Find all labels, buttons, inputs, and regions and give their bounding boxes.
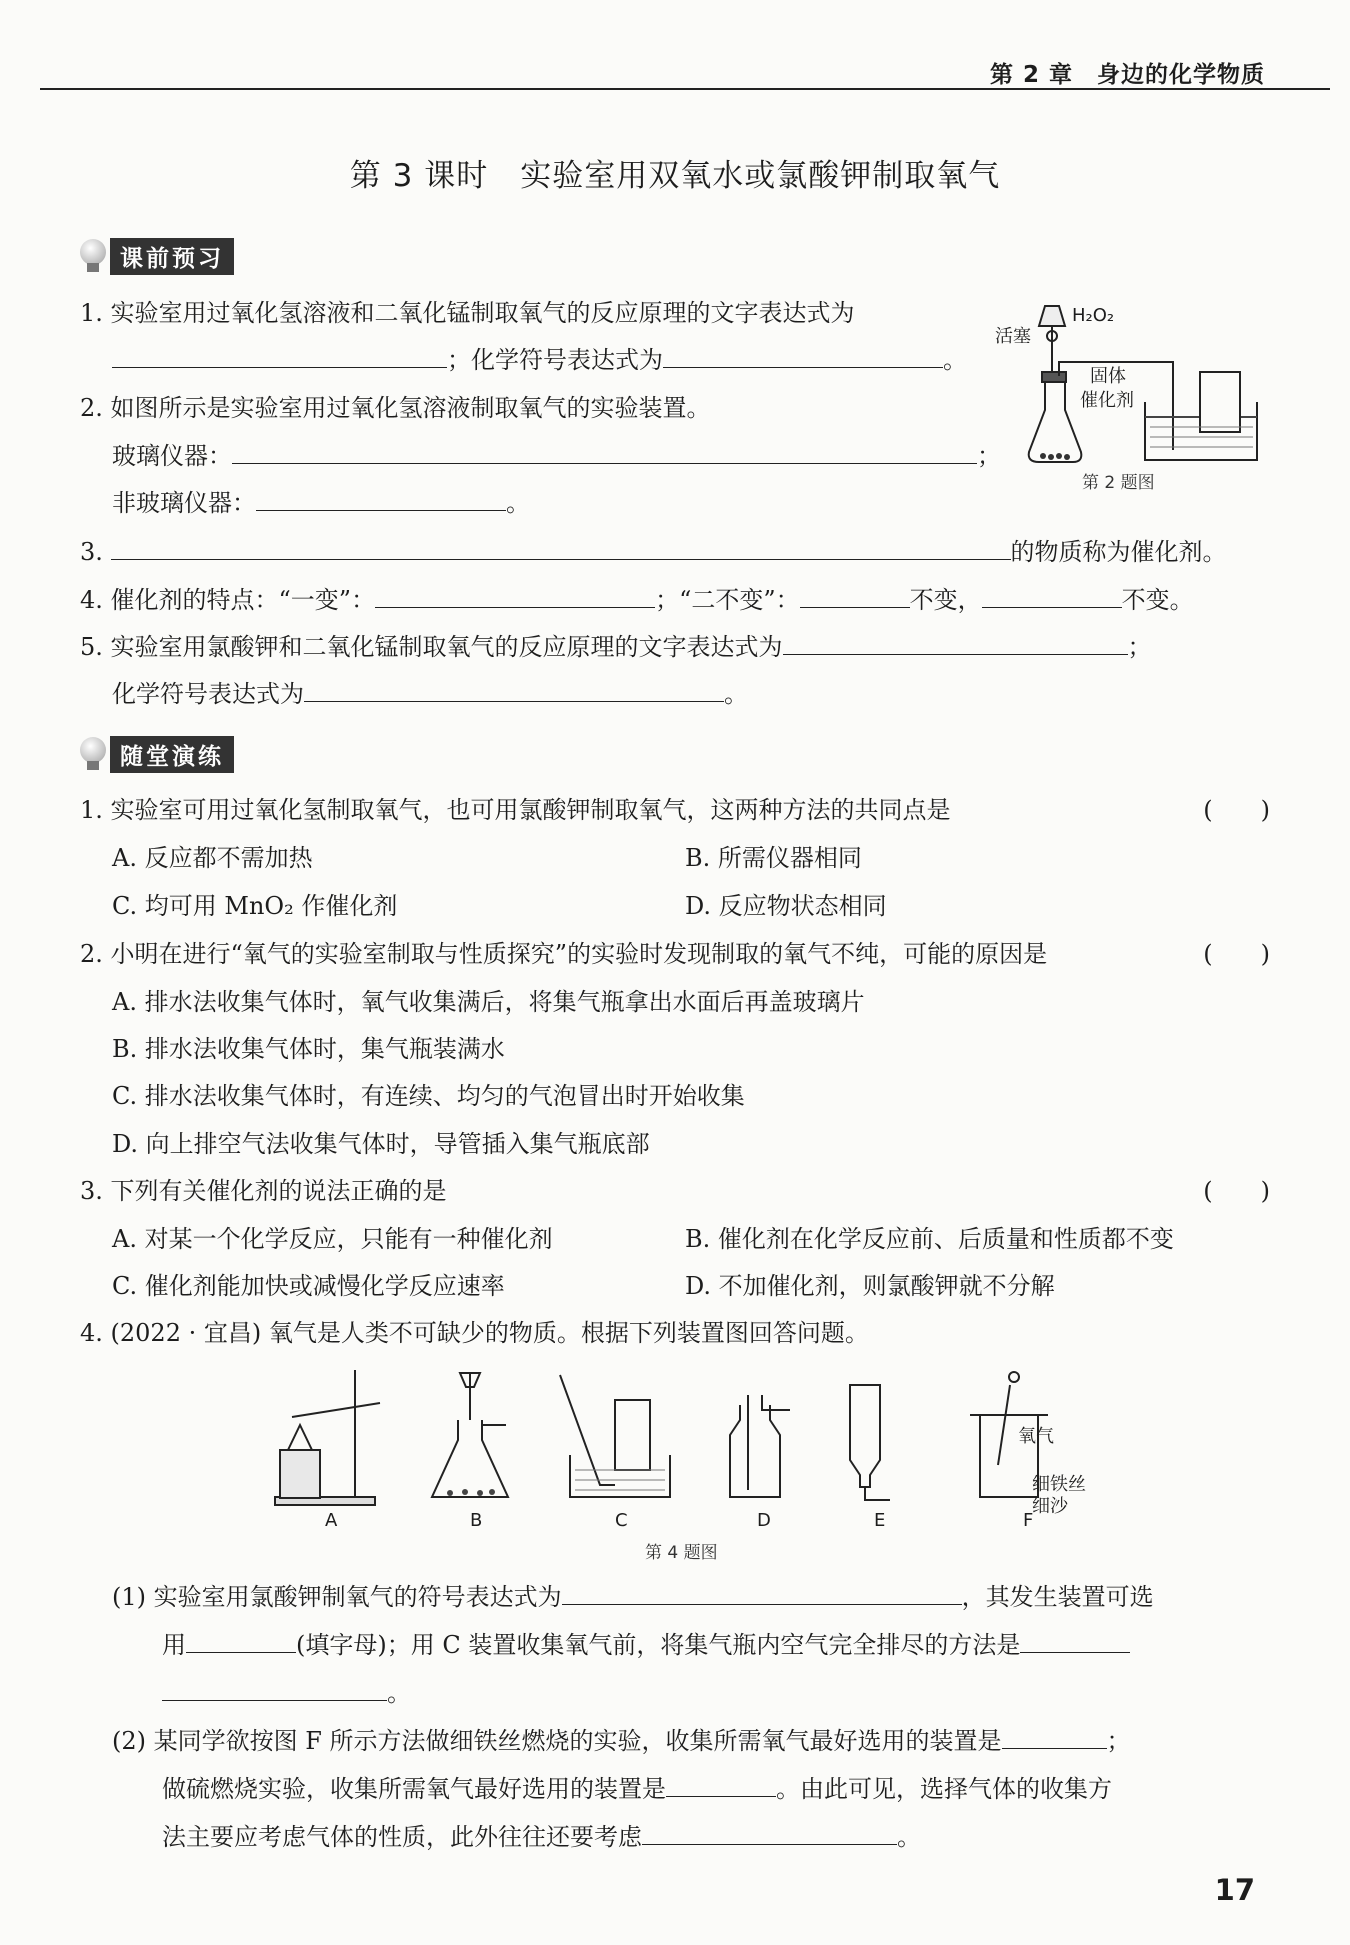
preview-q3: 3. 的物质称为催化剂。 — [80, 535, 1227, 569]
answer-blank[interactable] — [112, 343, 447, 368]
practice-q4-sub1-line2: 用 (填字母)；用 C 装置收集氧气前，将集气瓶内空气完全排尽的方法是 — [162, 1628, 1130, 1662]
answer-blank[interactable] — [666, 1772, 776, 1797]
practice-q1: 1. 实验室可用过氧化氢制取氧气，也可用氯酸钾制取氧气，这两种方法的共同点是 — [80, 796, 951, 824]
practice-q3-option-c: C. 催化剂能加快或减慢化学反应速率 — [112, 1272, 505, 1300]
answer-blank[interactable] — [232, 439, 977, 464]
answer-blank[interactable] — [186, 1628, 296, 1653]
label-iron-wire: 细铁丝 — [1032, 1474, 1086, 1495]
practice-q1-option-b: B. 所需仪器相同 — [685, 844, 862, 872]
label-oxygen: 氧气 — [1018, 1426, 1054, 1447]
answer-blank[interactable] — [1002, 1724, 1107, 1749]
answer-paren[interactable]: ( ) — [1203, 1177, 1270, 1205]
preview-q1-line2: ；化学符号表达式为 。 — [112, 343, 967, 377]
answer-blank[interactable] — [304, 677, 724, 702]
figure-q4-apparatus — [270, 1365, 1100, 1515]
practice-q4-sub2-line3: 法主要应考虑气体的性质，此外往往还要考虑 。 — [162, 1820, 921, 1854]
preview-q2-glass: 玻璃仪器： ； — [112, 439, 1001, 473]
practice-q4-sub2-line1: (2) 某同学欲按图 F 所示方法做细铁丝燃烧的实验，收集所需氧气最好选用的装置是 ； — [112, 1724, 1131, 1758]
answer-blank[interactable] — [783, 630, 1128, 655]
page-number: 17 — [1214, 1873, 1255, 1907]
answer-blank[interactable] — [982, 583, 1122, 608]
header-rule — [40, 88, 1330, 90]
answer-blank[interactable] — [800, 583, 910, 608]
preview-q2: 2. 如图所示是实验室用过氧化氢溶液制取氧气的实验装置。 — [80, 394, 711, 422]
answer-blank[interactable] — [663, 343, 943, 368]
section-preview-heading — [78, 238, 234, 274]
answer-blank[interactable] — [162, 1676, 387, 1701]
preview-q5-line1: 5. 实验室用氯酸钾和二氧化锰制取氧气的反应原理的文字表达式为 ； — [80, 630, 1152, 664]
label-catalyst: 催化剂 — [1080, 390, 1134, 411]
section-label: 课前预习 — [110, 238, 234, 275]
practice-q1-option-c: C. 均可用 MnO₂ 作催化剂 — [112, 892, 398, 920]
practice-q3-option-a: A. 对某一个化学反应，只能有一种催化剂 — [112, 1225, 553, 1253]
answer-blank[interactable] — [1020, 1628, 1130, 1653]
label-h2o2: H₂O₂ — [1072, 305, 1115, 326]
practice-q1-option-d: D. 反应物状态相同 — [685, 892, 887, 920]
figure-q2-apparatus — [995, 292, 1275, 492]
practice-q2-option-a: A. 排水法收集气体时，氧气收集满后，将集气瓶拿出水面后再盖玻璃片 — [112, 988, 865, 1016]
answer-blank[interactable] — [256, 486, 506, 511]
practice-q2-option-c: C. 排水法收集气体时，有连续、均匀的气泡冒出时开始收集 — [112, 1082, 745, 1110]
section-label: 随堂演练 — [110, 736, 234, 773]
chapter-header: 第 2 章 身边的化学物质 — [989, 62, 1265, 88]
lightbulb-icon — [78, 737, 108, 771]
answer-blank[interactable] — [111, 535, 1011, 560]
preview-q5-line2: 化学符号表达式为 。 — [112, 677, 748, 711]
figure-q4-label-f: F — [1023, 1510, 1034, 1531]
answer-blank[interactable] — [562, 1580, 962, 1605]
answer-paren[interactable]: ( ) — [1203, 796, 1270, 824]
practice-q2: 2. 小明在进行“氧气的实验室制取与性质探究”的实验时发现制取的氧气不纯，可能的原因是 — [80, 940, 1048, 968]
figure-q4-caption: 第 4 题图 — [645, 1543, 718, 1563]
practice-q2-option-d: D. 向上排空气法收集气体时，导管插入集气瓶底部 — [112, 1130, 650, 1158]
figure-q4-label-d: D — [757, 1510, 771, 1531]
preview-q2-nonglass: 非玻璃仪器： 。 — [112, 486, 530, 520]
practice-q1-option-a: A. 反应都不需加热 — [112, 844, 313, 872]
practice-q3: 3. 下列有关催化剂的说法正确的是 — [80, 1177, 447, 1205]
preview-q4: 4. 催化剂的特点：“一变”： ；“二不变”： 不变， 不变。 — [80, 583, 1194, 617]
lightbulb-icon — [78, 239, 108, 273]
label-solid: 固体 — [1090, 366, 1126, 387]
practice-q4: 4. (2022 · 宜昌) 氧气是人类不可缺少的物质。根据下列装置图回答问题。 — [80, 1319, 869, 1347]
answer-blank[interactable] — [642, 1820, 897, 1845]
practice-q4-sub1-line3: 。 — [162, 1676, 411, 1710]
preview-q1-line1: 1. 实验室用过氧化氢溶液和二氧化锰制取氧气的反应原理的文字表达式为 — [80, 299, 855, 327]
figure-q2-caption: 第 2 题图 — [1082, 473, 1155, 493]
figure-q4-label-c: C — [615, 1510, 628, 1531]
lesson-title: 第 3 课时 实验室用双氧水或氯酸钾制取氧气 — [349, 158, 1001, 194]
practice-q3-option-b: B. 催化剂在化学反应前、后质量和性质都不变 — [685, 1225, 1174, 1253]
figure-q4-label-b: B — [470, 1510, 483, 1531]
answer-paren[interactable]: ( ) — [1203, 940, 1270, 968]
section-practice-heading — [78, 736, 234, 772]
label-stopcock: 活塞 — [995, 326, 1031, 347]
practice-q4-sub2-line2: 做硫燃烧实验，收集所需氧气最好选用的装置是 。由此可见，选择气体的收集方 — [162, 1772, 1112, 1806]
practice-q4-sub1-line1: (1) 实验室用氯酸钾制氧气的符号表达式为 ，其发生装置可选 — [112, 1580, 1154, 1614]
figure-q4-label-e: E — [874, 1510, 886, 1531]
practice-q3-option-d: D. 不加催化剂，则氯酸钾就不分解 — [685, 1272, 1055, 1300]
label-fine-sand: 细沙 — [1032, 1496, 1068, 1517]
figure-q4-label-a: A — [325, 1510, 338, 1531]
answer-blank[interactable] — [375, 583, 655, 608]
practice-q2-option-b: B. 排水法收集气体时，集气瓶装满水 — [112, 1035, 505, 1063]
